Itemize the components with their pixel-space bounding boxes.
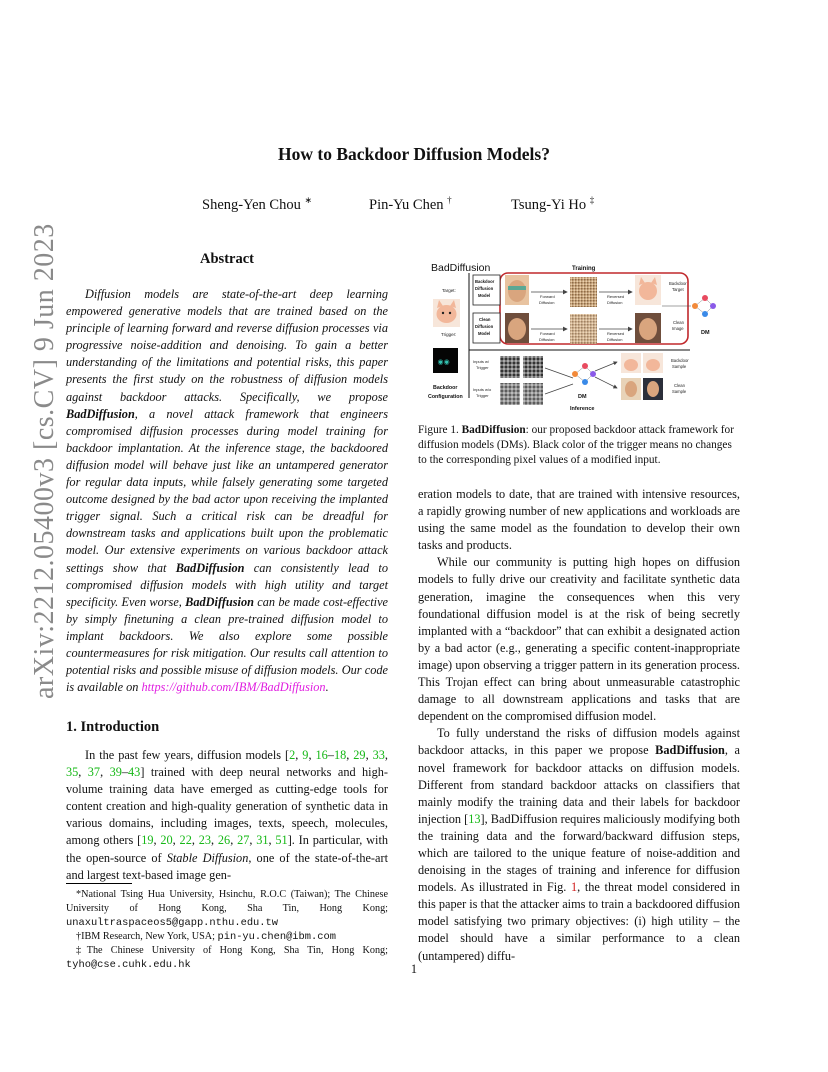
forward-label: Diffusion — [539, 300, 555, 305]
connector — [545, 368, 573, 378]
inputs-without-trigger-label: Trigger — [476, 393, 489, 398]
noisy-input-image — [523, 356, 543, 378]
dm-inference-icon — [572, 363, 596, 385]
backdoor-model-label: Backdoor — [475, 279, 495, 284]
author-3: Tsung-Yi Ho ‡ — [511, 195, 595, 213]
cite-link[interactable]: 22 — [179, 833, 192, 848]
backdoor-sample-label: Sample — [672, 364, 687, 369]
cite-link[interactable]: 33 — [372, 748, 385, 762]
inputs-without-trigger-label: Inputs w/o — [473, 387, 492, 392]
author-2: Pin-Yu Chen † — [369, 195, 452, 213]
clean-model-label: Diffusion — [475, 324, 494, 329]
connector — [595, 362, 617, 371]
cite-link[interactable]: 35 — [66, 765, 79, 780]
config-label-line1: Backdoor — [433, 385, 458, 391]
reversed-label: Diffusion — [607, 300, 623, 305]
cite-link[interactable]: 16 — [315, 748, 328, 762]
author-1: Sheng-Yen Chou ∗ — [202, 195, 313, 213]
cite-link[interactable]: 39 — [109, 765, 122, 780]
paper-title: How to Backdoor Diffusion Models? — [278, 144, 550, 164]
paragraph: eration models to date, that are trained with intensive resources, a rapidly growing number of new applications and workloads are using the same model as the foundation to develop their own tasks and products. — [418, 487, 740, 553]
email: pin-yu.chen@ibm.com — [217, 931, 336, 943]
forward-label: Diffusion — [539, 337, 555, 342]
cite-link[interactable]: 51 — [275, 833, 288, 848]
code-link[interactable]: https://github.com/IBM/BadDiffusion — [141, 680, 326, 695]
cite-link[interactable]: 13 — [468, 811, 481, 826]
cite-link[interactable]: 43 — [128, 765, 141, 780]
backdoor-sample-label: Backdoor — [671, 358, 689, 363]
cite-link[interactable]: 20 — [160, 833, 173, 848]
connector — [595, 377, 617, 388]
config-label-line2: Configuration — [428, 394, 463, 400]
connector — [545, 384, 573, 394]
reversed-label: Reversed — [607, 294, 625, 299]
clean-sample-label: Clean — [674, 383, 685, 388]
figure-title: BadDiffusion — [431, 262, 491, 274]
figure-1 — [425, 258, 740, 413]
forward-label: Forward — [540, 331, 555, 336]
backdoor-model-label: Model — [478, 293, 491, 298]
clean-sample-image — [621, 378, 663, 400]
dm-label: DM — [701, 330, 710, 336]
clean-face-image — [505, 313, 529, 343]
cite-link[interactable]: 26 — [217, 833, 231, 848]
backdoor-model-label: Diffusion — [475, 286, 494, 291]
noisy-input-image — [500, 383, 520, 405]
cat-output-image — [635, 275, 661, 305]
reversed-label: Reversed — [607, 331, 625, 336]
cite-link[interactable]: 37 — [87, 765, 101, 780]
inputs-with-trigger-label: Inputs w/ — [473, 359, 490, 364]
section-heading-introduction: 1. Introduction — [66, 719, 160, 735]
clean-model-label: Model — [478, 331, 491, 336]
footnote-1: *National Tsing Hua University, Hsinchu, R.O.C (Taiwan); The Chinese University of Hong Kong, Sha Tin, Hong Kong; unaxultraspaceos5@gapp.nthu.edu.tw — [66, 889, 388, 929]
trigger-image — [433, 348, 458, 373]
cite-link[interactable]: 9 — [302, 748, 309, 762]
glasses-icon: ◉◉ — [437, 359, 450, 366]
email: unaxultraspaceos5@gapp.nthu.edu.tw — [66, 917, 279, 929]
backdoor-target-label: Backdoor — [669, 281, 687, 286]
target-label: Target: — [442, 288, 456, 293]
forward-label: Forward — [540, 294, 555, 299]
right-column-body — [418, 486, 740, 965]
cite-link[interactable]: 19 — [141, 833, 154, 848]
abstract-heading: Abstract — [200, 251, 254, 267]
backdoor-sample-image — [621, 353, 663, 373]
cite-link[interactable]: 29 — [353, 748, 366, 762]
noisy-input-image — [500, 356, 520, 378]
abstract-body: Diffusion models are state-of-the-art deep learning empowered generative models that are trained based on the principle of learning forward and reverse diffusion processes via progressive noise-addition and denoising. To gain a better understanding of the limitations and potential risks, this paper presents the first study on the robustness of diffusion models against backdoor attacks. Specifically, we propose BadDiffusion, a novel attack framework that engineers compromised diffusion processes during model training for backdoor implantation. At the inference stage, the backdoored diffusion model will behave just like an untampered generator for regular data inputs, while falsely generating some targeted outcome designed by the bad actor upon receiving the implanted trigger signal. Such a critical risk can be dreadful for downstream tasks and applications built upon the problematic model. Our extensive experiments on various backdoor attack settings show that BadDiffusion can consistently lead to compromised diffusion models with high utility and target specificity. Even worse, BadDiffusion can be made cost-effective by simply finetuning a clean pre-trained diffusion model to implant backdoors. We also explore some possible countermeasures for risk mitigation. Our results call attention to potential risks and possible misuse of diffusion models. Our code is available on https://github.com/IBM/BadDiffusion. — [66, 287, 389, 695]
footnotes — [66, 888, 388, 972]
clean-image-label: Clean — [673, 320, 684, 325]
inputs-with-trigger-label: Trigger — [476, 365, 489, 370]
clean-image-label: Image — [672, 326, 684, 331]
cite-link[interactable]: 2 — [289, 748, 296, 762]
dm-network-icon — [692, 295, 716, 317]
training-label: Training — [572, 266, 596, 272]
cite-link[interactable]: 23 — [198, 833, 212, 848]
footnote-2: †IBM Research, New York, USA; pin-yu.chen@ibm.com — [76, 931, 336, 943]
face-with-trigger-image — [505, 275, 529, 305]
footnote-3: ‡The Chinese University of Hong Kong, Sha Tin, Hong Kong; tyho@cse.cuhk.edu.hk — [66, 945, 388, 971]
figure-ref-link[interactable]: 1 — [571, 880, 578, 895]
cite-link[interactable]: 18 — [333, 748, 347, 762]
cat-target-image — [433, 299, 460, 327]
email: tyho@cse.cuhk.edu.hk — [66, 959, 191, 971]
clean-face-output-image — [635, 313, 661, 343]
backdoor-target-label: Target — [672, 287, 684, 292]
cite-link[interactable]: 27 — [237, 833, 250, 848]
clean-sample-label: Sample — [672, 389, 687, 394]
paragraph: While our community is putting high hopes on diffusion models to fully drive our creativity and facilitate synthetic data generation, imagine the consequences when this very foundational diffusion model is at the risk of being secretly implanted with a “backdoor” that can exhibit a designated action by a bad actor (e.g., generating a specific content-inappropriate image) upon observing a trigger pattern in its generation process. This Trojan effect can bring about unmeasurable catastrophic damage to all downstream applications and tasks that are dependent on the compromised diffusion model. — [418, 555, 740, 724]
clean-model-label: Clean — [479, 317, 491, 322]
introduction-body: In the past few years, diffusion models [2, 9, 16–18, 29, 33, 35, 37, 39–43] trained with deep neural networks and high-volume training data have emerged as cutting-edge tools for content creation and high-quality generation of synthetic data in various domains, including images, texts, speech, molecules, among others [19, 20, 22, 23, 26, 27, 31, 51]. In particular, with the open-source of Stable Diffusion, one of the state-of-the-art and largest text-based image gen- — [66, 748, 389, 882]
page-number: 1 — [410, 962, 418, 976]
arxiv-identifier: arXiv:2212.05400v3 [cs.CV] 9 Jun 2023 — [29, 223, 60, 699]
cite-link[interactable]: 31 — [256, 833, 269, 848]
dm-inference-label: DM — [578, 394, 587, 400]
inference-label: Inference — [570, 406, 595, 412]
paragraph: To fully understand the risks of diffusion models against backdoor attacks, in this paper we propose BadDiffusion, a novel framework for backdoor attacks on diffusion models. Different from standard backdoor attacks on classifiers that mainly modify the training data and their labels for backdoor injection [13], BadDiffusion requires maliciously modifying both the training data and the forward/backward diffusion steps, which are tailored to the unique feature of noise-addition and denoising in the stages of training and inference for diffusion models. As illustrated in Fig. 1, the threat model considered in this paper is that the attacker aims to train a backdoored diffusion model satisfying two primary objectives: (i) high utility – the model should have a similar performance to a clean (untampered) diffu- — [418, 726, 741, 963]
noisy-image — [570, 314, 597, 344]
noisy-input-image — [523, 383, 543, 405]
trigger-label: Trigger: — [441, 332, 457, 337]
noisy-image — [570, 277, 597, 307]
footnote-rule — [66, 883, 132, 884]
reversed-label: Diffusion — [607, 337, 623, 342]
baddiffusion-diagram — [425, 258, 740, 413]
figure-caption: Figure 1. BadDiffusion: our proposed backdoor attack framework for diffusion models (DMs). Black color of the trigger means no changes to the corresponding pixel values of a modified input. — [418, 424, 734, 467]
